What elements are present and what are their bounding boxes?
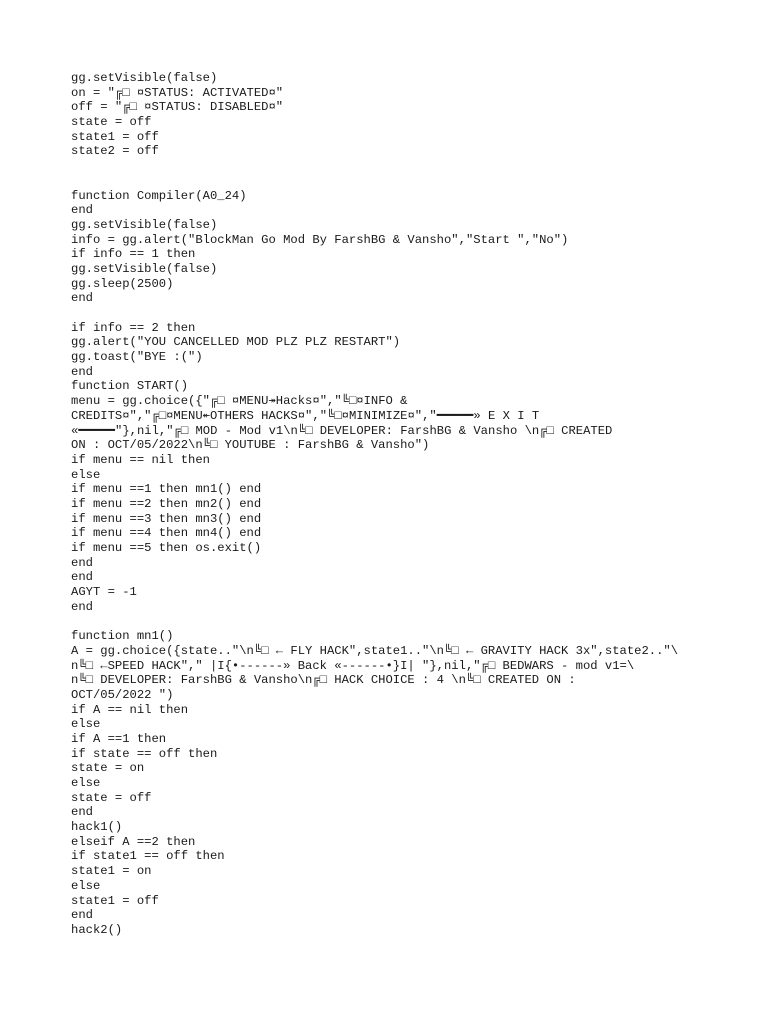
code-line — [71, 174, 711, 189]
code-line: function mn1() — [71, 629, 174, 644]
code-line: gg.sleep(2500) — [71, 276, 174, 291]
code-line: if info == 2 then — [71, 320, 196, 335]
code-line: info = gg.alert("BlockMan Go Mod By FarshBG & Vansho","Start ","No") — [71, 232, 569, 247]
code-line: end — [71, 570, 93, 585]
code-line: end — [71, 203, 93, 218]
code-line: state = off — [71, 115, 152, 130]
code-line: state1 = off — [71, 893, 159, 908]
code-line: ON : OCT/05/2022\n╚□ YOUTUBE : FarshBG & Vansho") — [71, 438, 430, 453]
code-line: if menu == nil then — [71, 452, 210, 467]
code-line: if menu ==3 then mn3() end — [71, 511, 262, 526]
code-line: OCT/05/2022 ") — [71, 687, 174, 702]
code-line: gg.setVisible(false) — [71, 217, 218, 232]
code-listing — [71, 71, 711, 938]
code-line — [71, 614, 711, 629]
code-line: end — [71, 805, 93, 820]
code-line: hack2() — [71, 922, 123, 937]
code-line: if A == nil then — [71, 702, 189, 717]
code-line — [71, 306, 711, 321]
code-line: hack1() — [71, 820, 123, 835]
code-line: gg.toast("BYE :(") — [71, 350, 203, 365]
code-line: else — [71, 467, 101, 482]
code-line: if state1 == off then — [71, 849, 225, 864]
code-line: state = off — [71, 790, 152, 805]
code-line: if menu ==5 then os.exit() — [71, 541, 262, 555]
code-line: elseif A ==2 then — [71, 834, 196, 849]
code-line: on = "╔□ ¤STATUS: ACTIVATED¤" — [71, 85, 284, 100]
code-line: if info == 1 then — [71, 247, 196, 262]
code-line: menu = gg.choice({"╔□ ¤MENU↠Hacks¤","╚□¤INFO & — [71, 394, 408, 409]
code-line — [71, 159, 711, 174]
code-line: gg.setVisible(false) — [71, 71, 218, 85]
code-line: A = gg.choice({state.."\n╚□ ← FLY HACK",state1.."\n╚□ ← GRAVITY HACK 3x",state2.."\ — [71, 643, 679, 658]
code-line: gg.alert("YOU CANCELLED MOD PLZ PLZ RESTART") — [71, 335, 401, 350]
code-line: if menu ==1 then mn1() end — [71, 482, 262, 497]
code-line: gg.setVisible(false) — [71, 261, 218, 276]
code-line: if menu ==2 then mn2() end — [71, 496, 262, 511]
code-line: AGYT = -1 — [71, 585, 137, 600]
code-line: n╚□ ←SPEED HACK"," |I{•------» Back «------•}I| "},nil,"╔□ BEDWARS - mod v1=\ — [71, 658, 635, 673]
code-line: else — [71, 878, 101, 893]
code-line: state = on — [71, 761, 145, 776]
code-line: if state == off then — [71, 746, 218, 761]
code-line: if A ==1 then — [71, 731, 167, 746]
code-line: else — [71, 776, 101, 790]
code-line: state2 = off — [71, 144, 159, 159]
code-line: end — [71, 908, 93, 923]
code-line: n╚□ DEVELOPER: FarshBG & Vansho\n╔□ HACK CHOICE : 4 \n╚□ CREATED ON : — [71, 673, 576, 688]
code-line: else — [71, 717, 101, 732]
code-line: end — [71, 555, 93, 570]
code-line: function Compiler(A0_24) — [71, 188, 247, 203]
code-line: end — [71, 291, 93, 306]
code-line: function START() — [71, 379, 189, 394]
code-line: state1 = off — [71, 129, 159, 144]
code-line: if menu ==4 then mn4() end — [71, 526, 262, 541]
code-line: end — [71, 364, 93, 379]
code-line: state1 = on — [71, 864, 152, 879]
code-line: off = "╔□ ¤STATUS: DISABLED¤" — [71, 100, 284, 115]
code-line: «━━━━━"},nil,"╔□ MOD - Mod v1\n╚□ DEVELOPER: FarshBG & Vansho \n╔□ CREATED — [71, 423, 613, 438]
code-line: CREDITS¤","╔□¤MENU↞OTHERS HACKS¤","╚□¤MINIMIZE¤","━━━━━» E X I T — [71, 408, 540, 423]
code-line: end — [71, 599, 93, 614]
